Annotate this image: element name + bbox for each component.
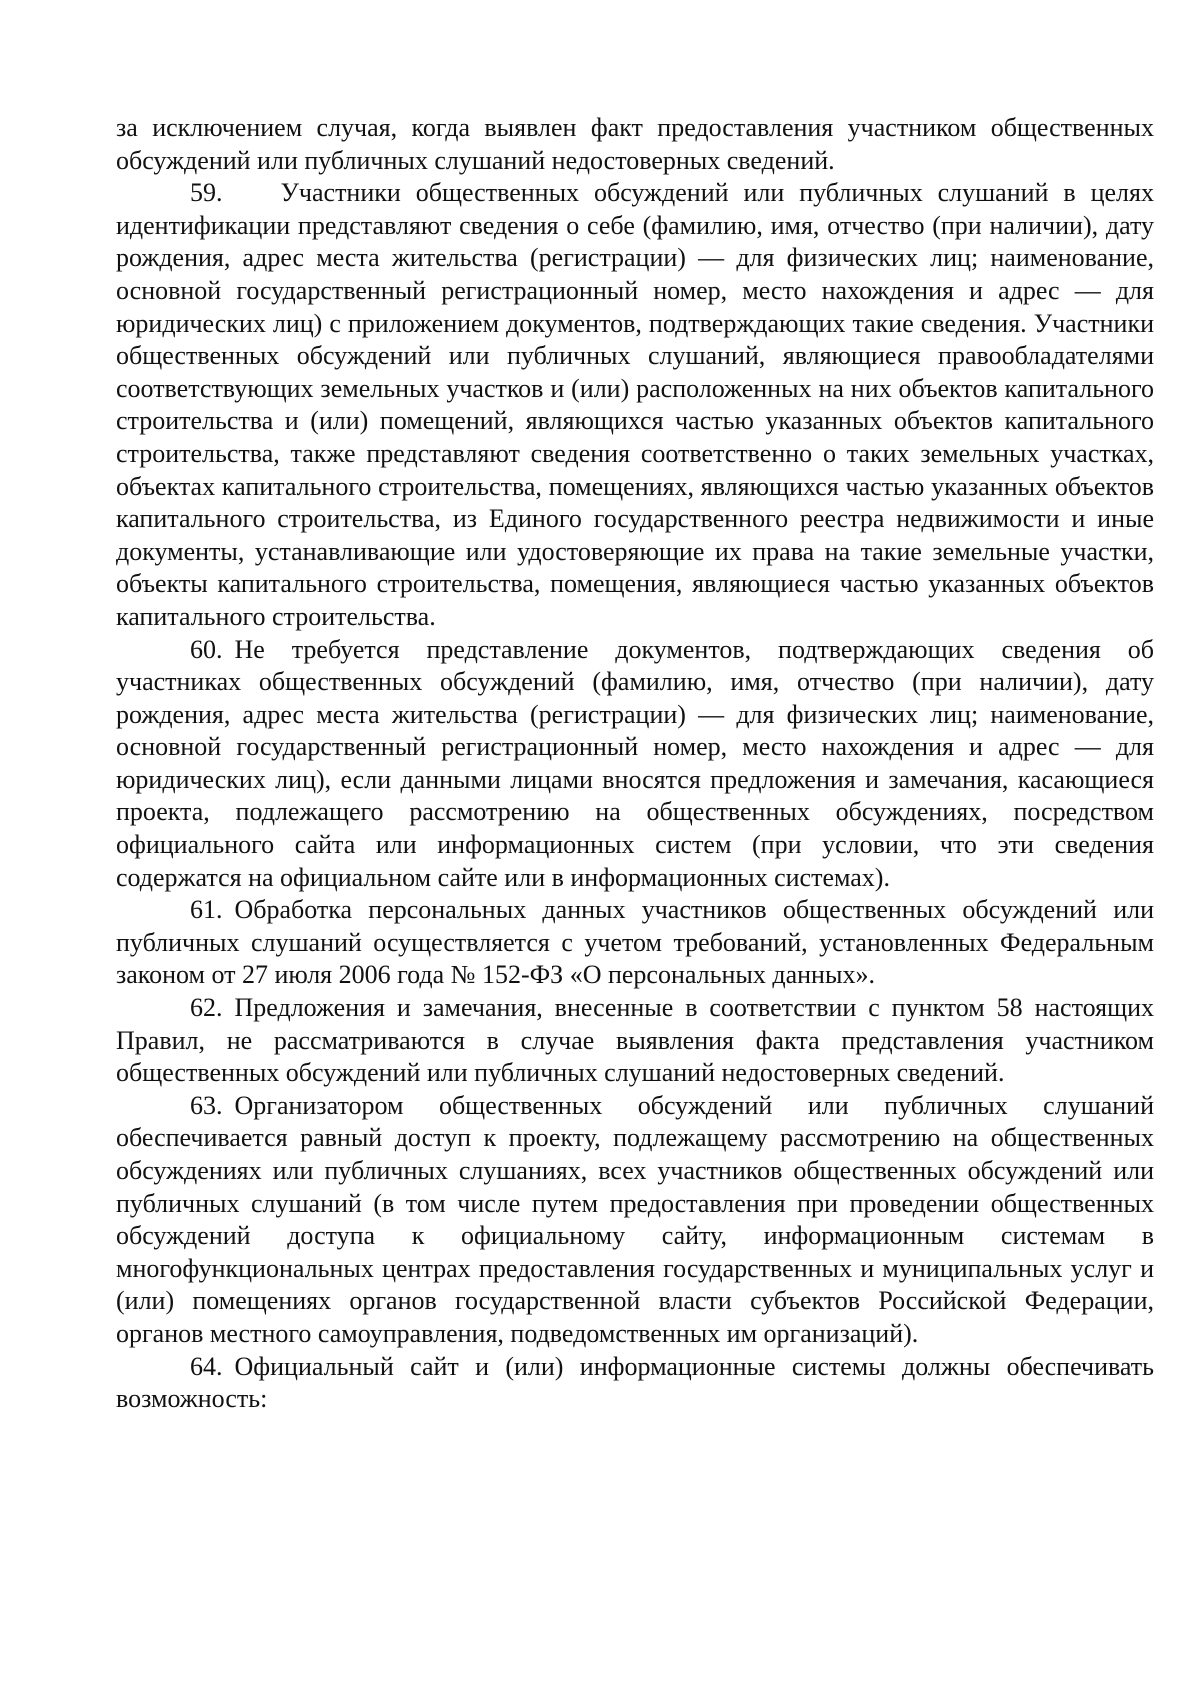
clause-number: 61. — [190, 895, 223, 925]
clause-text: Участники общественных обсуждений или публичных слушаний в целях идентификации представляют сведения о себе (фамилию, имя, отчество (при наличии), дату рождения, адрес места жительства (регистрации) — для физических лиц; наименование, основной государственный регистрационный номер, место нахождения и адрес — для юридических лиц) с приложением документов, подтверждающих такие сведения. Участники общественных обсуждений или публичных слушаний, являющиеся правообладателями соответствующих земельных участков и (или) расположенных на них объектов капитального строительства и (или) помещений, являющихся частью указанных объектов капитального строительства, также представляют сведения соответственно о таких земельных участках, объектах капитального строительства, помещениях, являющихся частью указанных объектов капитального строительства, из Единого государственного реестра недвижимости и иные документы, устанавливающие или удостоверяющие их права на такие земельные участки, объекты капитального строительства, помещения, являющиеся частью указанных объектов капитального строительства. — [116, 178, 1154, 631]
document-page — [116, 112, 1154, 1416]
clause-number: 64. — [190, 1351, 223, 1381]
continuation-paragraph: за исключением случая, когда выявлен факт предоставления участником общественных обсуждений или публичных слушаний недостоверных сведений. — [116, 113, 1154, 175]
clause-text: Официальный сайт и (или) информационные системы должны обеспечивать возможность: — [116, 1351, 1154, 1414]
clause-59 — [116, 177, 1154, 633]
clause-63 — [116, 1090, 1154, 1351]
clause-number: 59. — [190, 178, 223, 208]
clause-number: 60. — [190, 634, 223, 664]
clause-text: Обработка персональных данных участников общественных обсуждений или публичных слушаний осуществляется с учетом требований, установленных Федеральным законом от 27 июля 2006 года № 152-ФЗ «О персональных данных». — [116, 895, 1154, 990]
clause-text: Предложения и замечания, внесенные в соответствии с пунктом 58 настоящих Правил, не рассматриваются в случае выявления факта представления участником общественных обсуждений или публичных слушаний недостоверных сведений. — [116, 993, 1154, 1088]
clause-number: 63. — [190, 1090, 223, 1120]
clause-60 — [116, 634, 1154, 895]
clause-text: Не требуется представление документов, подтверждающих сведения об участниках общественных обсуждений (фамилию, имя, отчество (при наличии), дату рождения, адрес места жительства (регистрации) — для физических лиц; наименование, основной государственный регистрационный номер, место нахождения и адрес — для юридических лиц), если данными лицами вносятся предложения и замечания, касающиеся проекта, подлежащего рассмотрению на общественных обсуждениях, посредством официального сайта или информационных систем (при условии, что эти сведения содержатся на официальном сайте или в информационных системах). — [116, 634, 1154, 892]
clause-number: 62. — [190, 993, 223, 1023]
clause-64 — [116, 1351, 1154, 1416]
clause-text: Организатором общественных обсуждений или публичных слушаний обеспечивается равный доступ к проекту, подлежащему рассмотрению на общественных обсуждениях или публичных слушаниях, всех участников общественных обсуждений или публичных слушаний (в том числе путем предоставления при проведении общественных обсуждений доступа к официальному сайту, информационным системам в многофункциональных центрах предоставления государственных и муниципальных услуг и (или) помещениях органов государственной власти субъектов Российской Федерации, органов местного самоуправления, подведомственных им организаций). — [116, 1090, 1154, 1348]
clause-61 — [116, 894, 1154, 992]
clause-62 — [116, 992, 1154, 1090]
